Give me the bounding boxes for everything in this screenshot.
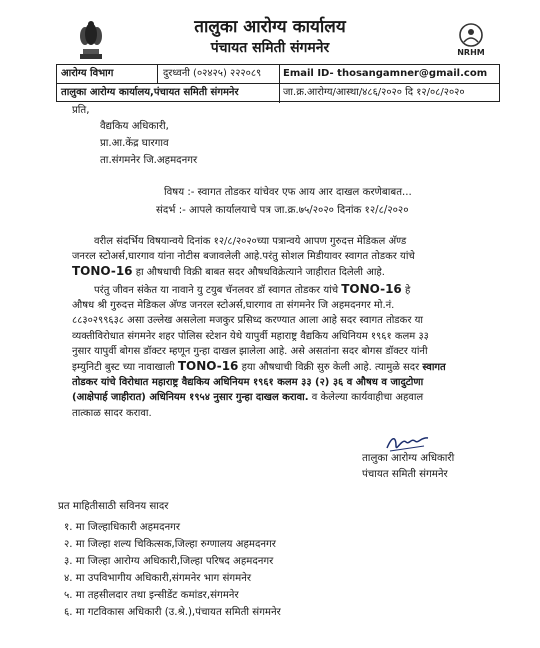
prati-label: प्रति, bbox=[72, 105, 90, 116]
recipient-line-2: प्रा.आ.केंद्र घारगाव bbox=[100, 138, 169, 149]
header-info-table bbox=[56, 64, 500, 102]
copy-item: ३. मा जिल्हा आरोग्य अधिकारी,जिल्हा परिषद अहमदनगर bbox=[64, 556, 274, 567]
office-title: तालुका आरोग्य कार्यालय bbox=[194, 17, 346, 37]
signature-mark bbox=[384, 432, 432, 454]
svg-text:NRHM: NRHM bbox=[457, 48, 485, 57]
recipient-line-3: ता.संगमनेर जि.अहमदनगर bbox=[100, 155, 198, 166]
copy-item: १. मा जिल्हाधिकारी अहमदनगर bbox=[64, 522, 181, 533]
email-address: Email ID- thosangamner@gmail.com bbox=[283, 68, 488, 79]
copy-item: २. मा जिल्हा शल्य चिकित्सक,जिल्हा रुग्णालय अहमदनगर bbox=[64, 539, 276, 550]
recipient-line-1: वैद्यकिय अधिकारी, bbox=[100, 121, 169, 132]
copy-item: ६. मा गटविकास अधिकारी (उ.श्रे.),पंचायत समिती संगमनेर bbox=[64, 607, 281, 618]
paragraph-1: वरील संदर्भिय विषयान्वये दिनांक १२/८/२०२०च्या पत्रान्वये आपण गुरुदत्त मेडिकल अ‍ॅण्ड जनरल स्टोअर्स,घारगाव यांना नोटीस बजावलेली आहे.परंतु सोशल मिडीयावर स्वागत तोडकर यांचे TONO-16 हा औषधाची विक्री बाबत सदर औषधविक्रेत्याने जाहीरात दिलेली आहे. bbox=[72, 236, 415, 279]
office-subtitle: पंचायत समिती संगमनेर bbox=[210, 40, 330, 56]
signoff-designation: तालुका आरोग्य अधिकारी bbox=[362, 453, 455, 464]
copy-item: ५. मा तहसीलदार तथा इन्सीडेंट कमांडर,संगमनेर bbox=[64, 590, 239, 601]
subject-line: विषय :- स्वागत तोडकर यांचेवर एफ आय आर दाखल करणेबाबत... bbox=[164, 187, 412, 198]
office-address-line: तालुका आरोग्य कार्यालय,पंचायत समिती संगमनेर bbox=[61, 87, 239, 98]
paragraph-2: परंतु जीवन संकेत या नावाने यु टयुब चॅनलवर डॉ स्वागत तोडकर यांचे TONO-16 हे औषध श्री गुरुदत्त मेडिकल अ‍ॅण्ड जनरल स्टोअर्स,घारगाव ता संगमनेर जि अहमदनगर मो.नं. ८८३०२९९६३८ असा उल्लेख असलेला मजकुर प्रसिध्द करण्यात आला आहे सदर स्वागत तोडकर या व्यक्तीविरोधात संगमनेर शहर पोलिस स्टेशन येथे यापुर्वी महाराष्ट्र वैद्यकिय अधिनियम १९६१ कलम ३३ नुसार यापुर्वी बोगस डॉक्टर म्हणून गुन्हा दाखल झालेला आहे. असे असतांना सदर बोगस डॉक्टर यांनी इम्युनिटी बुस्ट च्या नावाखाली TONO-16 हया औषधाची विक्री सुरु केली आहे. त्यामुळे सदर स्वागत तोडकर यांचे विरोधात महाराष्ट्र वैद्यकिय अधिनियम १९६१ कलम ३३ (२) ३६ व औषध व जादुटोणा (आक्षेपार्ह जाहीरात) अधिनियम १९५४ नुसार गुन्हा दाखल करावा. व केलेल्या कार्यवाहीचा अहवाल तात्काळ सादर करावा. bbox=[72, 282, 446, 419]
copy-item: ४. मा उपविभागीय अधिकारी,संगमनेर भाग संगमनेर bbox=[64, 573, 252, 584]
signoff-office: पंचायत समिती संगमनेर bbox=[362, 469, 448, 480]
phone-number: दुरध्वनी (०२४२५) २२२०८९ bbox=[163, 68, 262, 79]
reference-number: जा.क्र.आरोग्य/आस्था/४८६/२०२० दि १२/०८/२०२० bbox=[283, 87, 465, 98]
department-label: आरोग्य विभाग bbox=[61, 68, 114, 79]
reference-line: संदर्भ :- आपले कार्यालयाचे पत्र जा.क्र.७५/२०२० दिनांक १२/८/२०२० bbox=[156, 205, 409, 216]
copies-heading: प्रत माहितीसाठी सविनय सादर bbox=[58, 501, 169, 512]
